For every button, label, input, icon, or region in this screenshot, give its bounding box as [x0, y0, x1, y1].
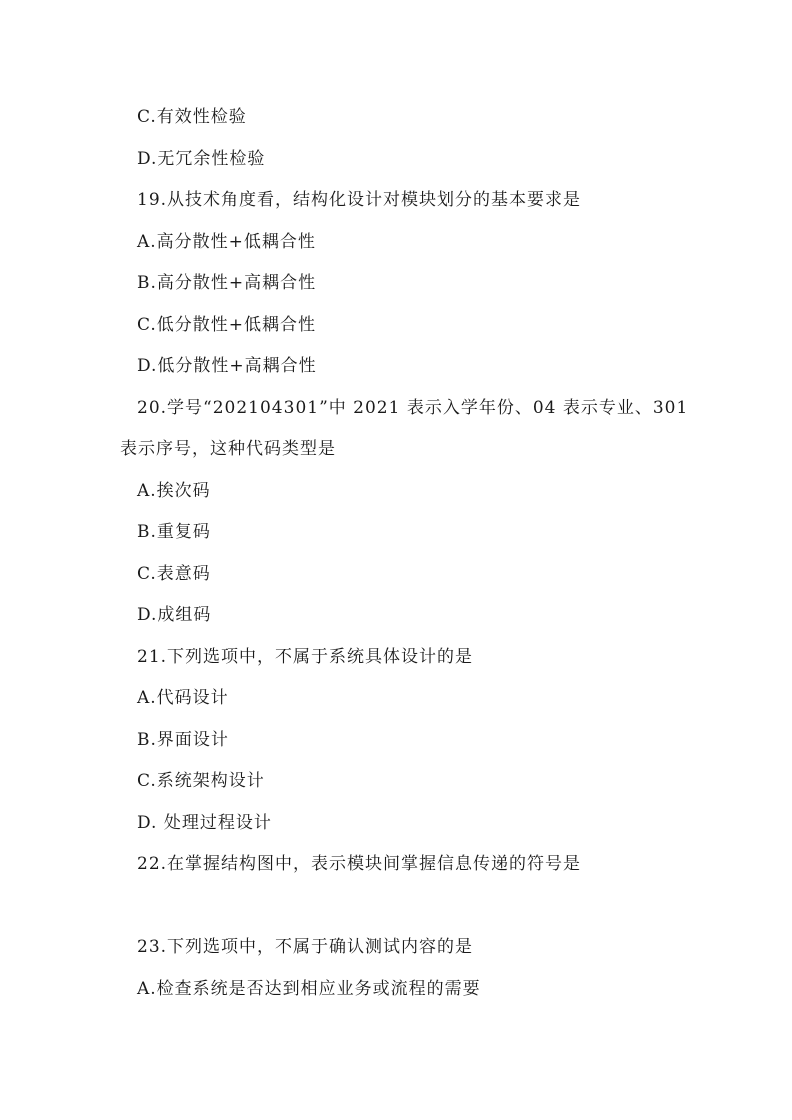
question-21: 21.下列选项中，不属于系统具体设计的是 [137, 647, 474, 667]
option-19c: C.低分散性+低耦合性 [137, 315, 317, 335]
option-20d: D.成组码 [137, 605, 212, 625]
question-20: 20.学号“202104301”中 2021 表示入学年份、04 表示专业、301 [137, 398, 689, 418]
option-21a: A.代码设计 [137, 688, 229, 708]
option-21d: D. 处理过程设计 [137, 813, 272, 833]
question-20-continued: 表示序号，这种代码类型是 [120, 439, 336, 459]
option-21b: B.界面设计 [137, 730, 229, 750]
option-20a: A.挨次码 [137, 481, 211, 501]
option-18c: C.有效性检验 [137, 107, 247, 127]
question-19: 19.从技术角度看，结构化设计对模块划分的基本要求是 [137, 190, 582, 210]
option-21c: C.系统架构设计 [137, 771, 265, 791]
option-18d: D.无冗余性检验 [137, 149, 266, 169]
option-19d: D.低分散性+高耦合性 [137, 356, 317, 376]
option-23a: A.检查系统是否达到相应业务或流程的需要 [137, 979, 481, 999]
question-23: 23.下列选项中，不属于确认测试内容的是 [137, 937, 474, 957]
option-19b: B.高分散性+高耦合性 [137, 273, 317, 293]
option-19a: A.高分散性+低耦合性 [137, 232, 316, 252]
option-20c: C.表意码 [137, 564, 211, 584]
question-22: 22.在掌握结构图中，表示模块间掌握信息传递的符号是 [137, 854, 582, 874]
option-20b: B.重复码 [137, 522, 211, 542]
